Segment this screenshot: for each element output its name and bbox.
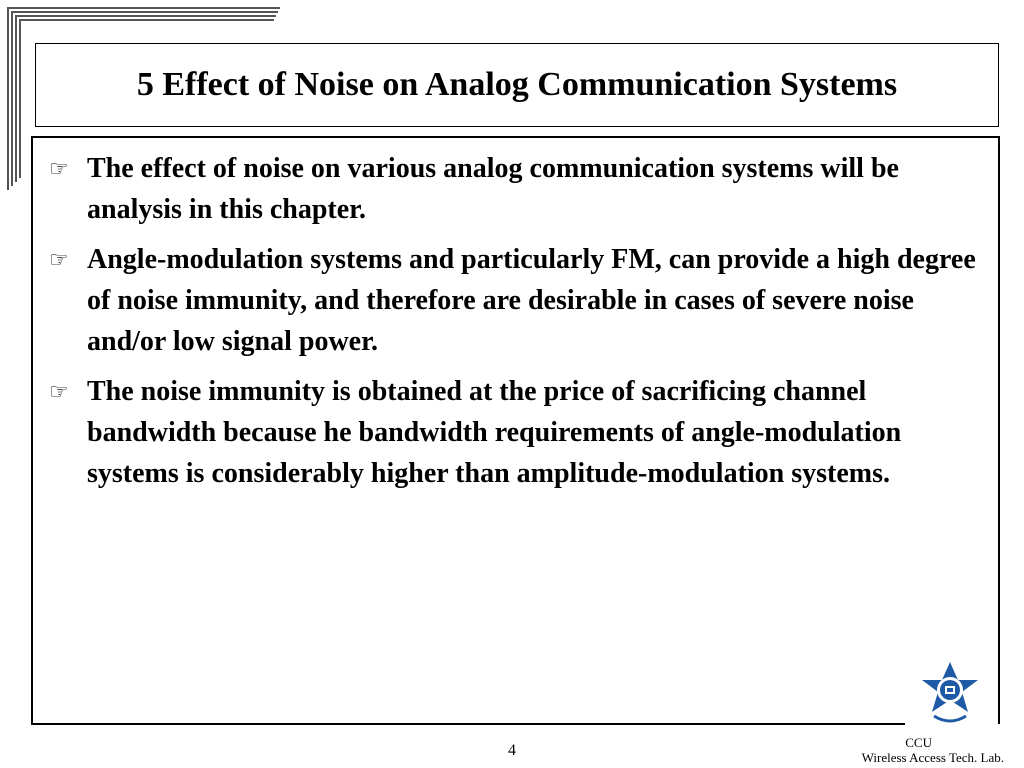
- list-item: [47, 371, 977, 494]
- bullet-text: The noise immunity is obtained at the price of sacrificing channel bandwidth because he bandwidth requirements of angle-modulation systems is considerably higher than amplitude-modulation systems.: [87, 376, 902, 489]
- university-logo-icon: [916, 660, 984, 728]
- list-item: [47, 148, 977, 230]
- bullet-text: Angle-modulation systems and particularly FM, can provide a high degree of noise immunity, and therefore are desirable in cases of severe noise and/or low signal power.: [87, 244, 976, 357]
- content-box: [31, 136, 1000, 724]
- footer-organization: CCU: [905, 735, 932, 750]
- bottom-divider: [31, 723, 905, 725]
- list-item: [47, 239, 977, 362]
- pointing-hand-icon: ☞: [49, 379, 69, 404]
- slide-title: 5 Effect of Noise on Analog Communication Systems: [136, 66, 898, 103]
- pointing-hand-icon: ☞: [49, 247, 69, 272]
- title-box: [35, 43, 999, 127]
- page-number: 4: [508, 742, 516, 759]
- bullet-text: The effect of noise on various analog communication systems will be analysis in this chapter.: [87, 153, 899, 225]
- pointing-hand-icon: ☞: [49, 156, 69, 181]
- bullet-list: [47, 148, 977, 503]
- footer-lab-name: Wireless Access Tech. Lab.: [861, 750, 1004, 765]
